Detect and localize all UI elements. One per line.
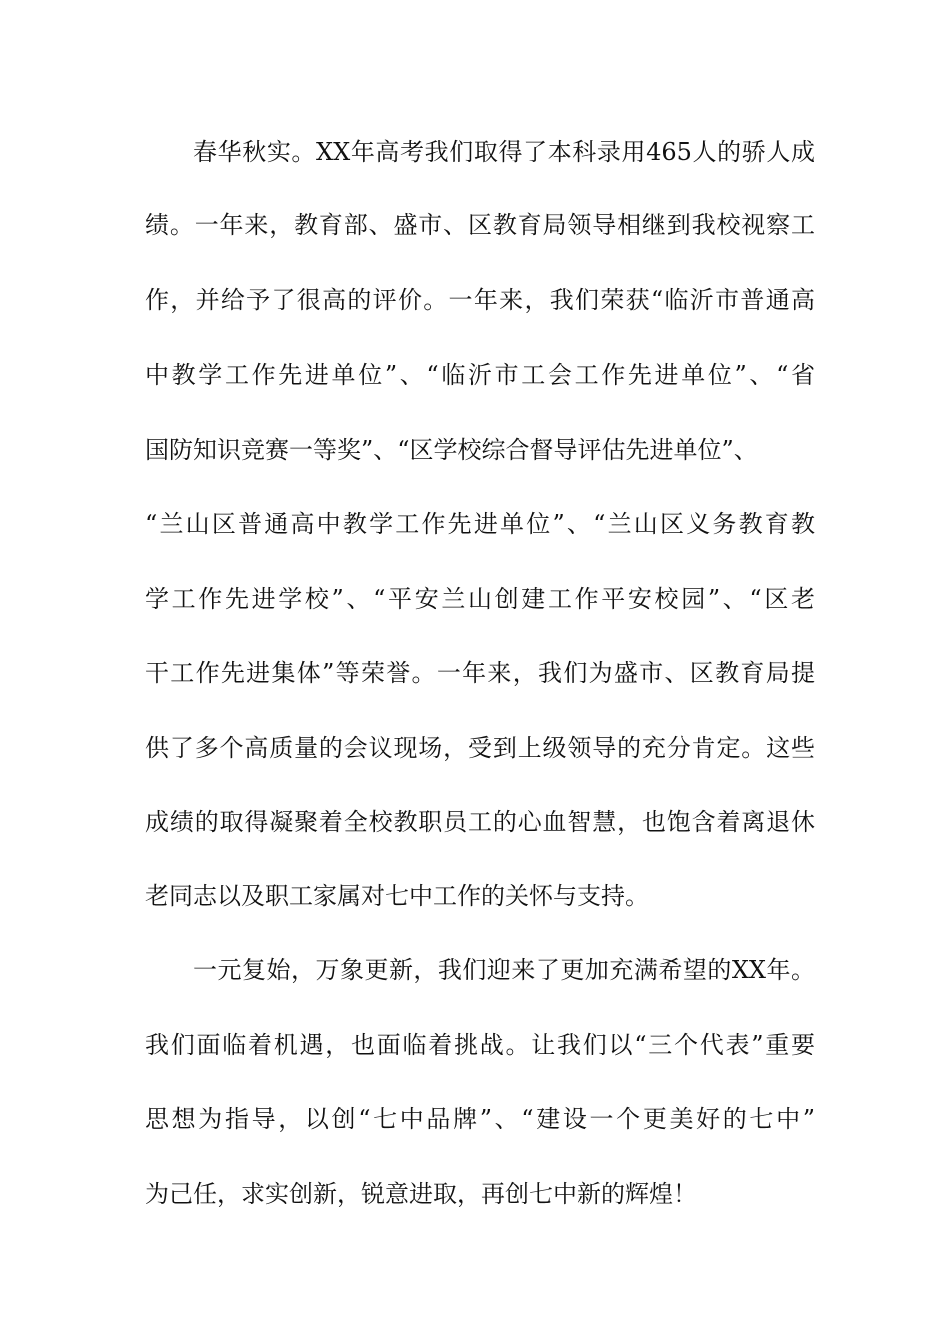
paragraph-1-line-7: 学工作先进学校”、“平安兰山创建工作平安校园”、“区老: [145, 585, 815, 613]
paragraph-1-line-6: “兰山区普通高中教学工作先进单位”、“兰山区义务教育教: [145, 510, 815, 538]
paragraph-1-line-4: 中教学工作先进单位”、“临沂市工会工作先进单位”、“省: [145, 361, 815, 389]
paragraph-1-line-5: 国防知识竞赛一等奖”、“区学校综合督导评估先进单位”、: [145, 436, 758, 464]
paragraph-2-line-2: 我们面临着机遇，也面临着挑战。让我们以“三个代表”重要: [145, 1031, 815, 1059]
paragraph-1-line-9: 供了多个高质量的会议现场，受到上级领导的充分肯定。这些: [145, 734, 815, 762]
paragraph-1-line-11: 老同志以及职工家属对七中工作的关怀与支持。: [145, 882, 649, 910]
paragraph-1-line-2: 绩。一年来，教育部、盛市、区教育局领导相继到我校视察工: [145, 211, 815, 239]
paragraph-2-line-1: 一元复始，万象更新，我们迎来了更加充满希望的XX年。: [193, 956, 815, 984]
paragraph-2-line-3: 思想为指导，以创“七中品牌”、“建设一个更美好的七中”: [145, 1105, 815, 1133]
paragraph-1-line-3: 作，并给予了很高的评价。一年来，我们荣获“临沂市普通高: [145, 286, 815, 314]
paragraph-1-line-1: 春华秋实。XX年高考我们取得了本科录用465人的骄人成: [193, 138, 815, 166]
paragraph-1-line-10: 成绩的取得凝聚着全校教职员工的心血智慧，也饱含着离退休: [145, 808, 815, 836]
paragraph-2-line-4: 为己任，求实创新，锐意进取，再创七中新的辉煌！: [145, 1180, 697, 1208]
paragraph-1-line-8: 干工作先进集体”等荣誉。一年来，我们为盛市、区教育局提: [145, 659, 815, 687]
